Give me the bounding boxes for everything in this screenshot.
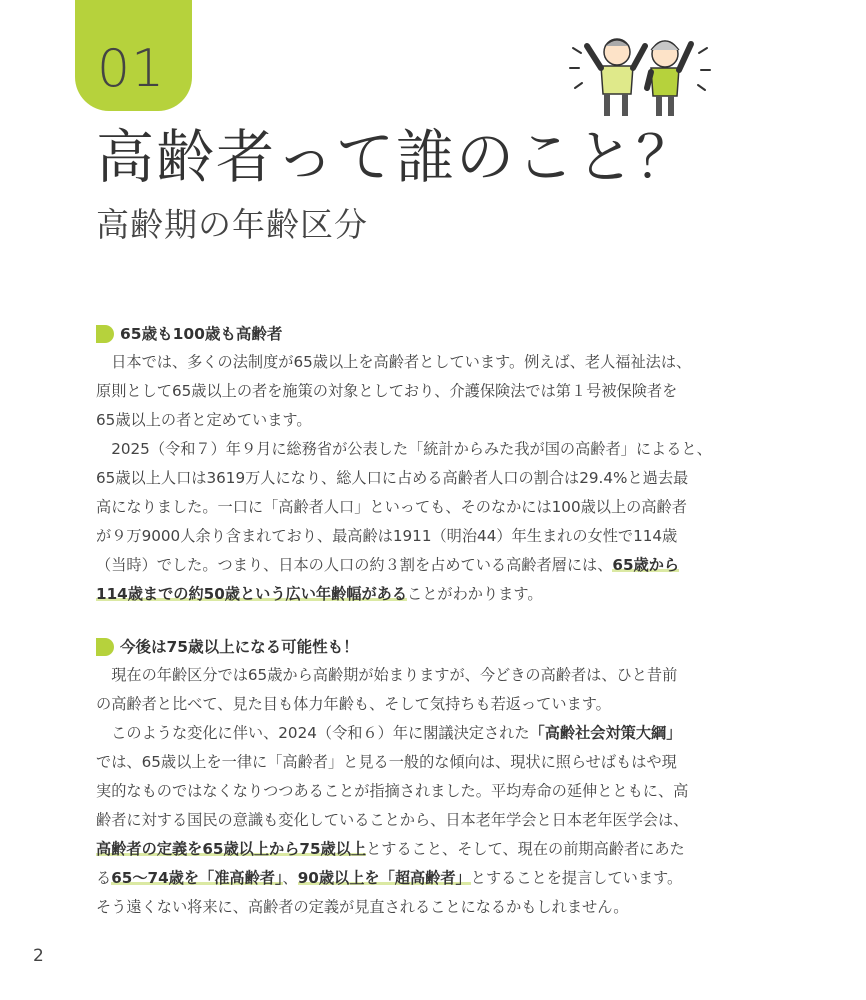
chapter-number: 01	[97, 39, 166, 99]
body-line	[96, 835, 746, 864]
heading-marker-icon	[96, 638, 114, 656]
chapter-tab	[75, 0, 192, 111]
body-line: 65歳以上の者と定めています。	[96, 411, 312, 429]
highlight-text: 114歳までの約50歳という広い年齢幅がある	[96, 585, 408, 603]
highlight-text: 65歳から	[612, 556, 680, 574]
section-body	[96, 348, 746, 609]
body-text: ことがわかります。	[407, 585, 543, 603]
body-line: では、65歳以上を一律に「高齢者」と見る一般的な傾向は、現状に照らせばもはや現	[96, 753, 677, 771]
body-line	[96, 580, 746, 609]
body-line: 齢者に対する国民の意識も変化していることから、日本老年学会と日本老年医学会は、	[96, 811, 689, 829]
body-text: とすることを提言しています。	[470, 869, 683, 887]
highlight-text: 高齢者の定義を65歳以上から75歳以上	[96, 840, 367, 858]
body-text: とすること、そして、現在の前期高齢者にあた	[366, 840, 685, 858]
body-line: 原則として65歳以上の者を施策の対象としており、介護保険法では第１号被保険者を	[96, 382, 678, 400]
body-text: 、	[282, 869, 298, 887]
body-line	[96, 719, 746, 748]
body-text: このような変化に伴い、2024（令和６）年に閣議決定された	[96, 724, 530, 742]
body-line: 現在の年齢区分では65歳から高齢期が始まりますが、今どきの高齢者は、ひと昔前	[96, 666, 678, 684]
body-line: 実的なものではなくなりつつあることが指摘されました。平均寿命の延伸とともに、高	[96, 782, 689, 800]
body-line: の高齢者と比べて、見た目も体力年齢も、そして気持ちも若返っています。	[96, 695, 611, 713]
section-body	[96, 661, 746, 922]
body-line: そう遠くない将来に、高齢者の定義が見直されることになるかもしれません。	[96, 898, 629, 916]
cheering-elderly-couple-icon	[565, 28, 715, 118]
body-line: 65歳以上人口は3619万人になり、総人口に占める高齢者人口の割合は29.4%と過去最	[96, 469, 689, 487]
body-line: 日本では、多くの法制度が65歳以上を高齢者としています。例えば、老人福祉法は、	[96, 353, 692, 371]
highlight-text: 65～74歳を「准高齢者」	[111, 869, 283, 887]
body-text: （当時）でした。つまり、日本の人口の約３割を占めている高齢者層には、	[96, 556, 613, 574]
highlight-text: 90歳以上を「超高齢者」	[297, 869, 471, 887]
body-line: が９万9000人余り含まれており、最高齢は1911（明治44）年生まれの女性で114歳	[96, 527, 678, 545]
section-heading	[96, 321, 746, 348]
body-text: る	[96, 869, 112, 887]
page-subtitle: 高齢期の年齢区分	[96, 205, 368, 244]
section-may-become-75	[96, 634, 746, 922]
body-line: 高になりました。一口に「高齢者人口」といっても、そのなかには100歳以上の高齢者	[96, 498, 687, 516]
section-heading	[96, 634, 746, 661]
page-number: 2	[33, 946, 44, 966]
heading-text: 今後は75歳以上になる可能性も！	[120, 638, 359, 656]
section-ages-65-to-100	[96, 321, 746, 609]
heading-text: 65歳も100歳も高齢者	[120, 325, 283, 343]
bold-text: 「高齢社会対策大綱」	[529, 724, 682, 742]
body-line: 2025（令和７）年９月に総務省が公表した「統計からみた我が国の高齢者」によると、	[96, 440, 712, 458]
body-line	[96, 551, 746, 580]
body-line	[96, 864, 746, 893]
heading-marker-icon	[96, 325, 114, 343]
page-title: 高齢者って誰のこと？	[96, 123, 697, 191]
